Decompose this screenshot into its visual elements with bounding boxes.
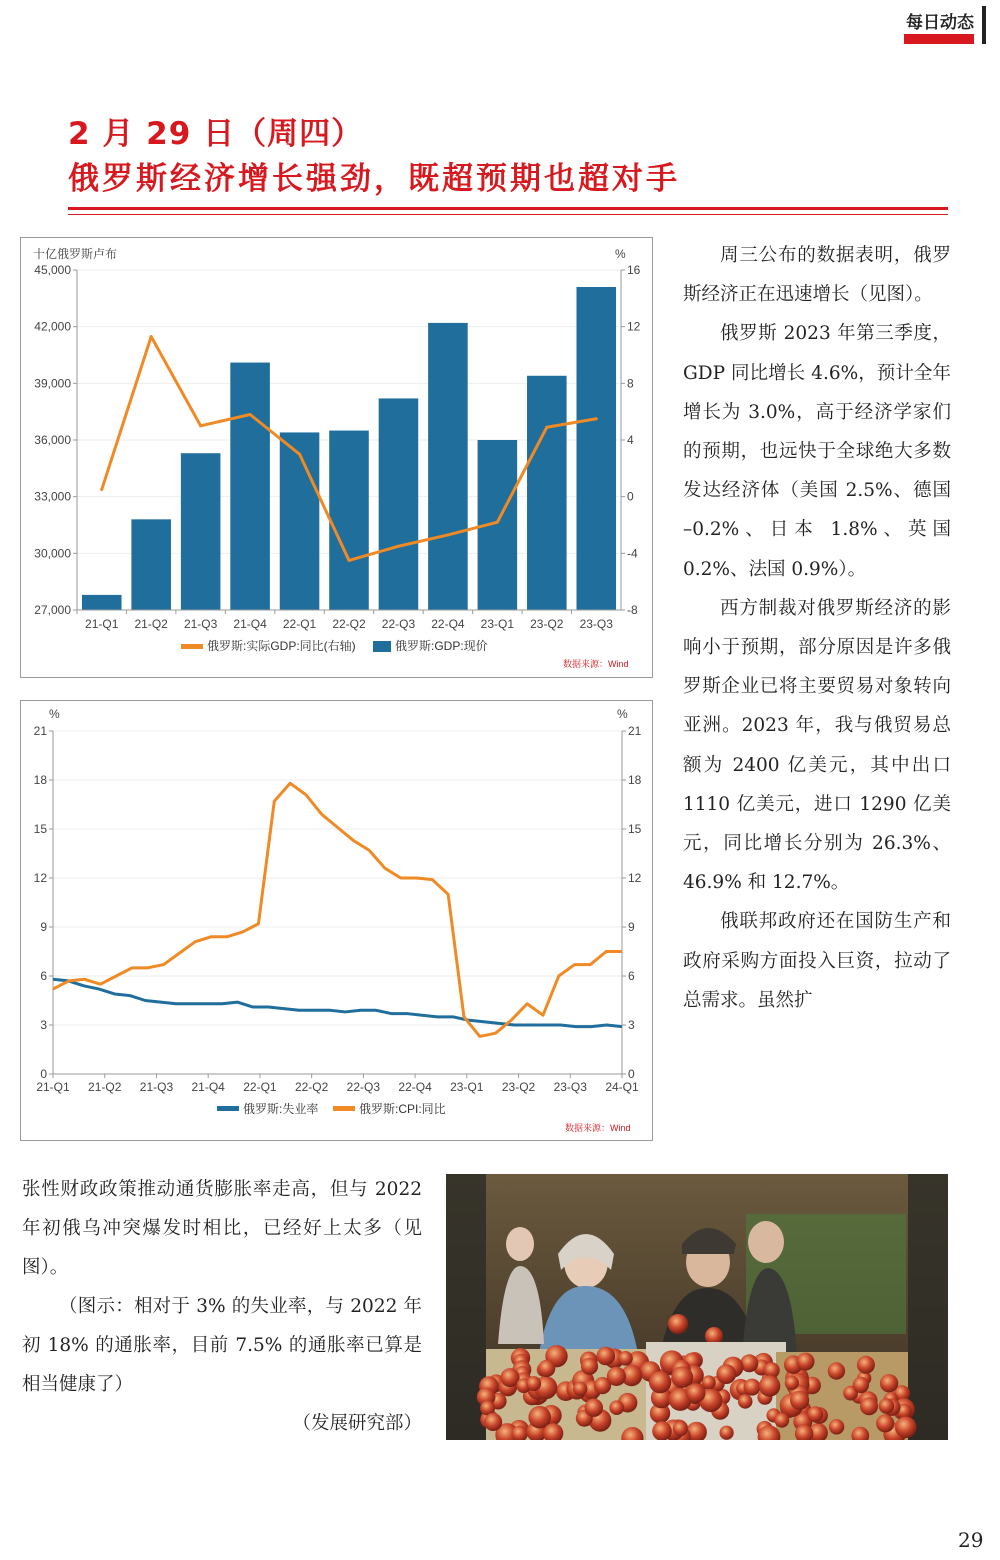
header-divider [982,6,986,44]
y-tick-label-left: 0 [40,1067,47,1081]
gdp-bar [230,363,270,610]
x-tick-label: 23-Q3 [553,1080,587,1094]
gdp-bar [131,519,171,610]
gdp-left-unit: 十亿俄罗斯卢布 [33,247,118,261]
gdp-bar [181,453,221,610]
apple [853,1377,869,1393]
apple [720,1426,734,1440]
y-tick-label-right: 16 [627,263,641,277]
y-tick-label-left: 30,000 [34,546,71,561]
cpi-right-unit: % [617,707,628,721]
cpi-source: 数据来源：Wind [565,1123,631,1133]
page-number: 29 [958,1528,984,1552]
gdp-bar [280,432,320,610]
market-photo [446,1174,948,1440]
legend-label-cpi: 俄罗斯:CPI:同比 [359,1102,446,1116]
gdp-legend [181,638,488,653]
apple [785,1376,799,1390]
apple [484,1413,502,1431]
legend-swatch-gdp-growth [181,644,203,649]
y-tick-label-right: 15 [628,822,642,836]
gdp-growth-point [150,335,153,338]
legend-label-gdp-value: 俄罗斯:GDP:现价 [395,639,488,653]
x-tick-label: 21-Q4 [233,617,267,631]
apple [880,1374,898,1392]
y-tick-label-right: 4 [627,433,634,447]
article-bottom [22,1170,422,1443]
gdp-bar [82,595,122,610]
paragraph-1: 周三公布的数据表明，俄罗斯经济正在迅速增长（见图）。 [683,245,951,306]
apple [857,1356,875,1374]
gdp-growth-point [298,453,301,456]
gdp-right-unit: % [615,247,626,261]
y-tick-label-right: 3 [628,1018,635,1032]
y-tick-label-right: 8 [627,376,634,391]
cpi-legend [217,1101,446,1116]
apple [618,1351,633,1366]
x-tick-label: 23-Q3 [579,617,613,631]
y-tick-label-left: 39,000 [34,376,71,391]
paragraph-3: 西方制裁对俄罗斯经济的影响小于预期，部分原因是许多俄罗斯企业已将主要贸易对象转向亚洲。2023 年，我与俄贸易总额为 2400 亿美元，其中出口 1110 亿美元，进口 1290 亿美元，同比增长分别为 26.3%、46.9% 和 12.7%。 [683,597,951,894]
apple [649,1371,671,1393]
paragraph-continuation: 张性财政政策推动通货膨胀率走高，但与 2022 年初俄乌冲突爆发时相比，已经好上太多（见图）。 [22,1179,422,1278]
gdp-growth-point [348,559,351,562]
y-tick-label-left: 18 [33,773,47,787]
x-tick-label: 21-Q1 [36,1080,70,1094]
legend-swatch-unemployment [217,1106,239,1111]
apple [797,1353,815,1371]
x-tick-label: 23-Q2 [530,617,564,631]
x-tick-label: 21-Q4 [191,1080,225,1094]
y-tick-label-left: 12 [33,871,47,885]
y-tick-label-right: 9 [628,920,635,934]
y-tick-label-right: 0 [627,489,634,504]
article-title: 俄罗斯经济增长强劲，既超预期也超对手 [68,161,680,197]
x-tick-label: 22-Q1 [243,1080,277,1094]
paragraph-2: 俄罗斯 2023 年第三季度，GDP 同比增长 4.6%，预计全年增长为 3.0%，高于经济学家们的预期，也远快于全球绝大多数发达经济体（美国 2.5%、德国 –0.2%、日本 1.8%、英国 0.2%、法国 0.9%）。 [683,323,951,580]
gdp-growth-point [496,521,499,524]
y-tick-label-right: -4 [627,546,638,561]
y-tick-label-right: 18 [628,773,642,787]
paragraph-4: 俄联邦政府还在国防生产和政府采购方面投入巨资，拉动了总需求。虽然扩 [683,911,951,1011]
gdp-growth-point [595,417,598,420]
apple [573,1382,587,1396]
apple [807,1406,823,1422]
y-tick-label-left: 27,000 [34,603,71,617]
x-tick-label: 22-Q3 [346,1080,381,1094]
x-tick-label: 22-Q1 [282,617,317,631]
y-tick-label-right: 12 [628,871,642,885]
cpi-unemployment-chart [20,700,653,1141]
y-tick-label-right: -8 [627,603,638,617]
legend-swatch-gdp-value [373,641,391,652]
apple [860,1397,878,1415]
gdp-growth-point [199,424,202,427]
gdp-growth-point [446,533,449,536]
y-tick-label-left: 3 [40,1018,47,1032]
x-tick-label: 22-Q4 [431,617,465,631]
unemployment-line [53,979,622,1026]
legend-label-unemployment: 俄罗斯:失业率 [243,1102,319,1116]
cpi-left-unit: % [49,707,60,721]
apple [686,1384,705,1403]
y-tick-label-left: 21 [33,724,47,738]
x-tick-label: 22-Q2 [332,617,366,631]
apple [876,1414,894,1432]
y-tick-label-right: 12 [627,319,641,334]
apple [597,1347,616,1366]
x-tick-label: 22-Q4 [398,1080,432,1094]
apple [774,1413,789,1428]
apple [895,1417,917,1439]
apple [702,1375,716,1389]
y-tick-label-left: 33,000 [34,489,71,504]
gdp-bar [527,376,567,610]
gdp-growth-point [545,426,548,429]
figure-caption: （图示：相对于 3% 的失业率，与 2022 年初 18% 的通胀率，目前 7.5% 的通胀率已算是相当健康了） [22,1296,422,1395]
apple [607,1367,626,1386]
gdp-bar [379,398,419,610]
article-column [683,236,951,1020]
y-tick-label-right: 21 [628,724,642,738]
x-tick-label: 23-Q2 [501,1080,536,1094]
gdp-growth-point [249,413,252,416]
apple [652,1421,672,1440]
article-date: 2 月 29 日（周四） [68,116,364,152]
article-signature: （发展研究部） [292,1413,422,1434]
apple [526,1376,541,1391]
x-tick-label: 22-Q2 [294,1080,329,1094]
apple [879,1398,894,1413]
y-tick-label-right: 6 [628,969,635,983]
gdp-chart [20,237,653,678]
apple [738,1394,753,1409]
x-tick-label: 21-Q2 [134,617,168,631]
y-tick-label-left: 45,000 [34,263,71,277]
apple [538,1360,555,1377]
x-tick-label: 23-Q1 [450,1080,484,1094]
y-tick-label-right: 0 [628,1067,635,1081]
title-rule-thin [68,214,948,215]
apple [744,1379,761,1396]
x-tick-label: 24-Q1 [605,1080,639,1094]
apple [581,1358,598,1375]
gdp-bar [329,431,369,610]
x-tick-label: 21-Q3 [183,617,218,631]
y-tick-label-left: 36,000 [34,433,71,447]
x-tick-label: 21-Q2 [88,1080,122,1094]
apple [828,1362,845,1379]
legend-swatch-cpi [333,1106,355,1111]
section-label: 每日动态 [906,13,974,33]
apple [716,1364,736,1384]
y-tick-label-left: 15 [33,822,47,836]
apple [673,1421,688,1436]
apple [829,1419,844,1434]
gdp-growth-point [397,545,400,548]
x-tick-label: 21-Q1 [85,617,119,631]
apple [585,1399,603,1417]
apple [790,1391,809,1410]
legend-label-gdp-growth: 俄罗斯:实际GDP:同比(右轴) [207,639,356,653]
gdp-growth-point [100,488,103,491]
gdp-bar [428,323,468,610]
section-label-underline [904,34,974,44]
gdp-source: 数据来源：Wind [563,659,629,669]
x-tick-label: 22-Q3 [381,617,416,631]
x-tick-label: 21-Q3 [139,1080,174,1094]
y-tick-label-left: 42,000 [34,319,71,334]
x-tick-label: 23-Q1 [480,617,515,631]
y-tick-label-left: 9 [40,920,47,934]
gdp-bar [576,287,616,610]
y-tick-label-left: 6 [40,969,47,983]
apple [671,1366,693,1388]
title-rule [68,207,948,210]
apple [759,1375,780,1396]
apple [609,1400,624,1415]
